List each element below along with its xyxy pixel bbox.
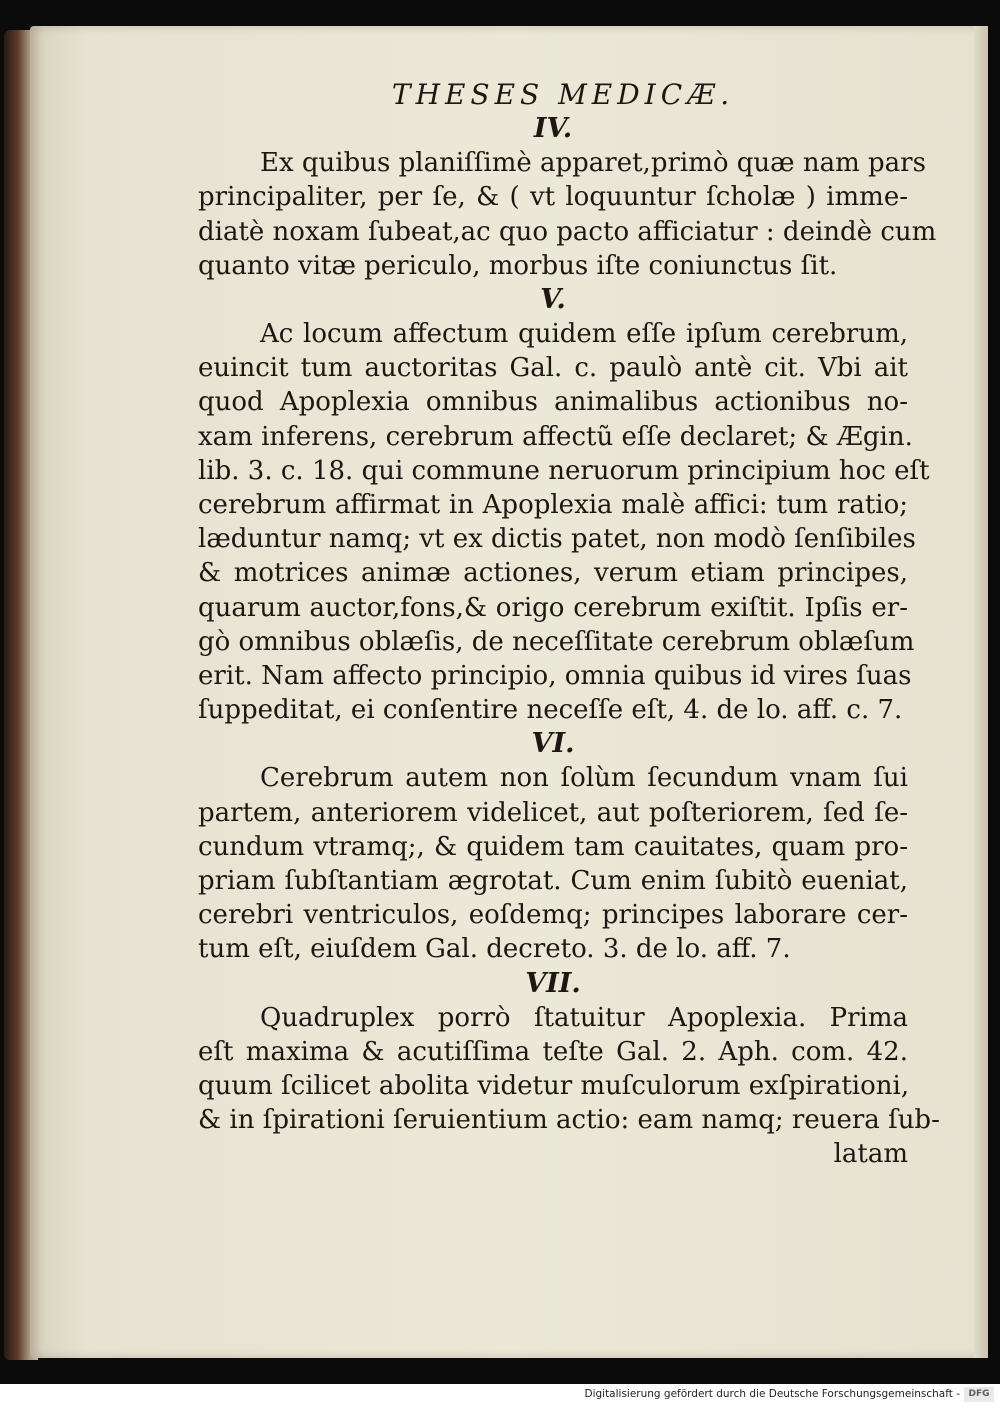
text-line: quod Apoplexia omnibus animalibus actionibus no- — [198, 387, 908, 418]
text-line: gò omnibus oblæſis, de neceſſitate cerebrum oblæſum — [198, 626, 915, 657]
text-line: eſt maxima & acutiſſima teſte Gal. 2. Aph. com. 42. — [198, 1036, 908, 1067]
text-line: cerebri ventriculos, eoſdemq; principes laborare cer- — [198, 900, 908, 931]
catchword: latam — [833, 1139, 908, 1170]
text-line: priam ſubſtantiam ægrotat. Cum enim ſubitò eueniat, — [198, 866, 908, 897]
text-line: quum ſcilicet abolita videtur muſculorum exſpirationi, — [198, 1071, 910, 1102]
text-line: diatè noxam ſubeat,ac quo pacto afficiatur : deindè cum — [198, 216, 937, 247]
text-line: lib. 3. c. 18. qui commune neruorum principium hoc eſt — [198, 455, 930, 486]
dfg-logo: DFG — [964, 1387, 994, 1402]
text-line: cundum vtramq;, & quidem tam cauitates, quam pro- — [198, 831, 908, 862]
text-line: erit. Nam affecto principio, omnia quibus id vires ſuas — [198, 661, 912, 692]
section-number-v: V. — [540, 284, 566, 316]
text-line: cerebrum affirmat in Apoplexia malè affici: tum ratio; — [198, 490, 908, 521]
section-number-vi: VI. — [531, 728, 575, 760]
text-line: Ex quibus planiſſimè apparet,primò quæ nam pars — [260, 148, 926, 179]
footer-bar — [0, 1384, 1000, 1406]
section-number-iv: IV. — [533, 113, 573, 145]
text-line: & motrices animæ actiones, verum etiam principes, — [198, 558, 908, 589]
text-line: Ac locum affectum quidem eſſe ipſum cerebrum, — [260, 319, 908, 350]
text-line: partem, anteriorem videlicet, aut poſteriorem, ſed ſe- — [198, 797, 908, 828]
section-number-vii: VII. — [525, 967, 581, 999]
text-line: tum eſt, eiuſdem Gal. decreto. 3. de lo. aff. 7. — [198, 934, 791, 965]
text-line: quanto vitæ periculo, morbus iſte coniunctus ſit. — [198, 250, 838, 281]
text-line: Quadruplex porrò ſtatuitur Apoplexia. Prima — [260, 1002, 908, 1033]
text-line: euincit tum auctoritas Gal. c. paulò antè cit. Vbi ait — [198, 353, 908, 384]
text-line: & in ſpirationi ſeruientium actio: eam namq; reuera ſub- — [198, 1105, 940, 1136]
text-line: principaliter, per ſe, & ( vt loquuntur ſcholæ ) imme- — [198, 182, 908, 213]
text-line: Cerebrum autem non ſolùm ſecundum vnam ſui — [260, 763, 908, 794]
text-line: ſuppeditat, ei conſentire neceſſe eſt, 4. de lo. aff. c. 7. — [198, 695, 903, 726]
text-line: xam inferens, cerebrum affectũ eſſe declaret; & Ægin. — [198, 421, 913, 452]
text-line: quarum auctor,fons,& origo cerebrum exiſtit. Ipſis er- — [198, 592, 908, 623]
page-text — [198, 78, 940, 1172]
text-line: læduntur namq; vt ex dictis patet, non modò ſenſibiles — [198, 524, 916, 555]
funding-credit: Digitalisierung gefördert durch die Deutsche Forschungsgemeinschaft - — [584, 1388, 960, 1400]
running-head: THESES MEDICÆ. — [391, 78, 735, 111]
page-fore-edge — [974, 26, 988, 1358]
